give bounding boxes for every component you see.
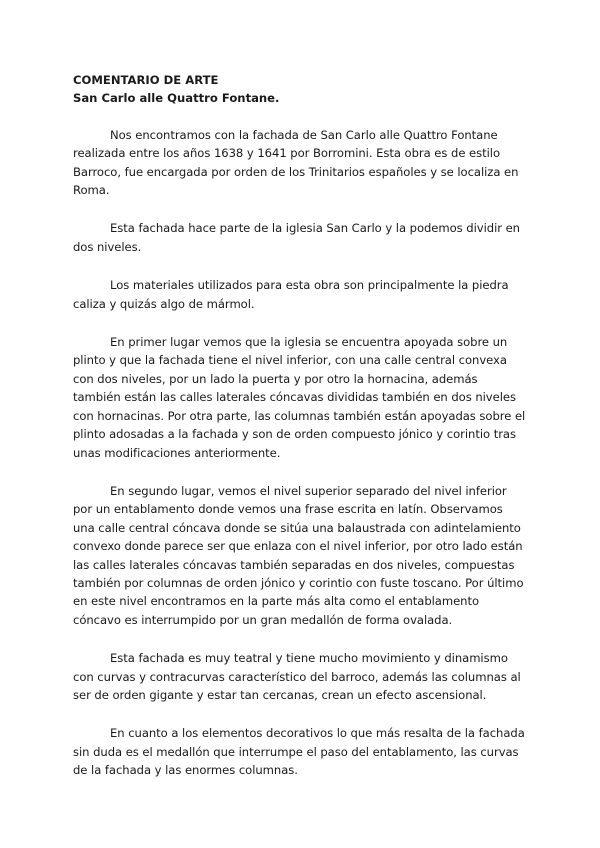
document-body (73, 71, 528, 780)
paragraph-materials: Los materiales utilizados para esta obra son principalmente la piedra caliza y quizás algo de mármol. (73, 278, 509, 311)
paragraph-lower-level: En primer lugar vemos que la iglesia se encuentra apoyada sobre un plinto y que la fachada tiene el nivel inferior, con una calle central convexa con dos niveles, por un lado la puerta y por otro la hornacina, además también están las calles laterales cóncavas divididas también en dos niveles con hornacinas. Por otra parte, las columnas también están apoyadas sobre el plinto adosadas a la fachada y son de orden compuesto jónico y corintio tras unas modificaciones anteriormente. (73, 335, 526, 460)
document-subheading: San Carlo alle Quattro Fontane. (73, 91, 280, 106)
paragraph-style: Esta fachada es muy teatral y tiene mucho movimiento y dinamismo con curvas y contracurvas característico del barroco, además las columnas al ser de orden gigante y estar tan cercanas, crean un efecto ascensional. (73, 651, 521, 702)
paragraph-introduction: Nos encontramos con la fachada de San Carlo alle Quattro Fontane realizada entre los años 1638 y 1641 por Borromini. Esta obra es de estilo Barroco, fue encargada por orden de los Trinitarios españoles y se localiza en Roma. (73, 127, 519, 198)
document-heading: COMENTARIO DE ARTE (73, 73, 219, 87)
paragraph-structure: Esta fachada hace parte de la iglesia San Carlo y la podemos dividir en dos niveles. (73, 221, 520, 254)
paragraph-decoration: En cuanto a los elementos decorativos lo que más resalta de la fachada sin duda es el medallón que interrumpe el paso del entablamento, las curvas de la fachada y las enormes columnas. (73, 726, 525, 778)
paragraph-upper-level: En segundo lugar, vemos el nivel superior separado del nivel inferior por un entablamento donde vemos una frase escrita en latín. Observamos una calle central cóncava donde se sitúa una balaustrada con adintelamiento convexo donde parece ser que enlaza con el nivel inferior, por otro lado están las calles laterales cóncavas también separadas en dos niveles, compuestas también por columnas de orden jónico y corintio con fuste toscano. Por último en este nivel encontramos en la parte más alta como el entablamento cóncavo es interrumpido por un gran medallón de forma ovalada. (73, 483, 524, 627)
